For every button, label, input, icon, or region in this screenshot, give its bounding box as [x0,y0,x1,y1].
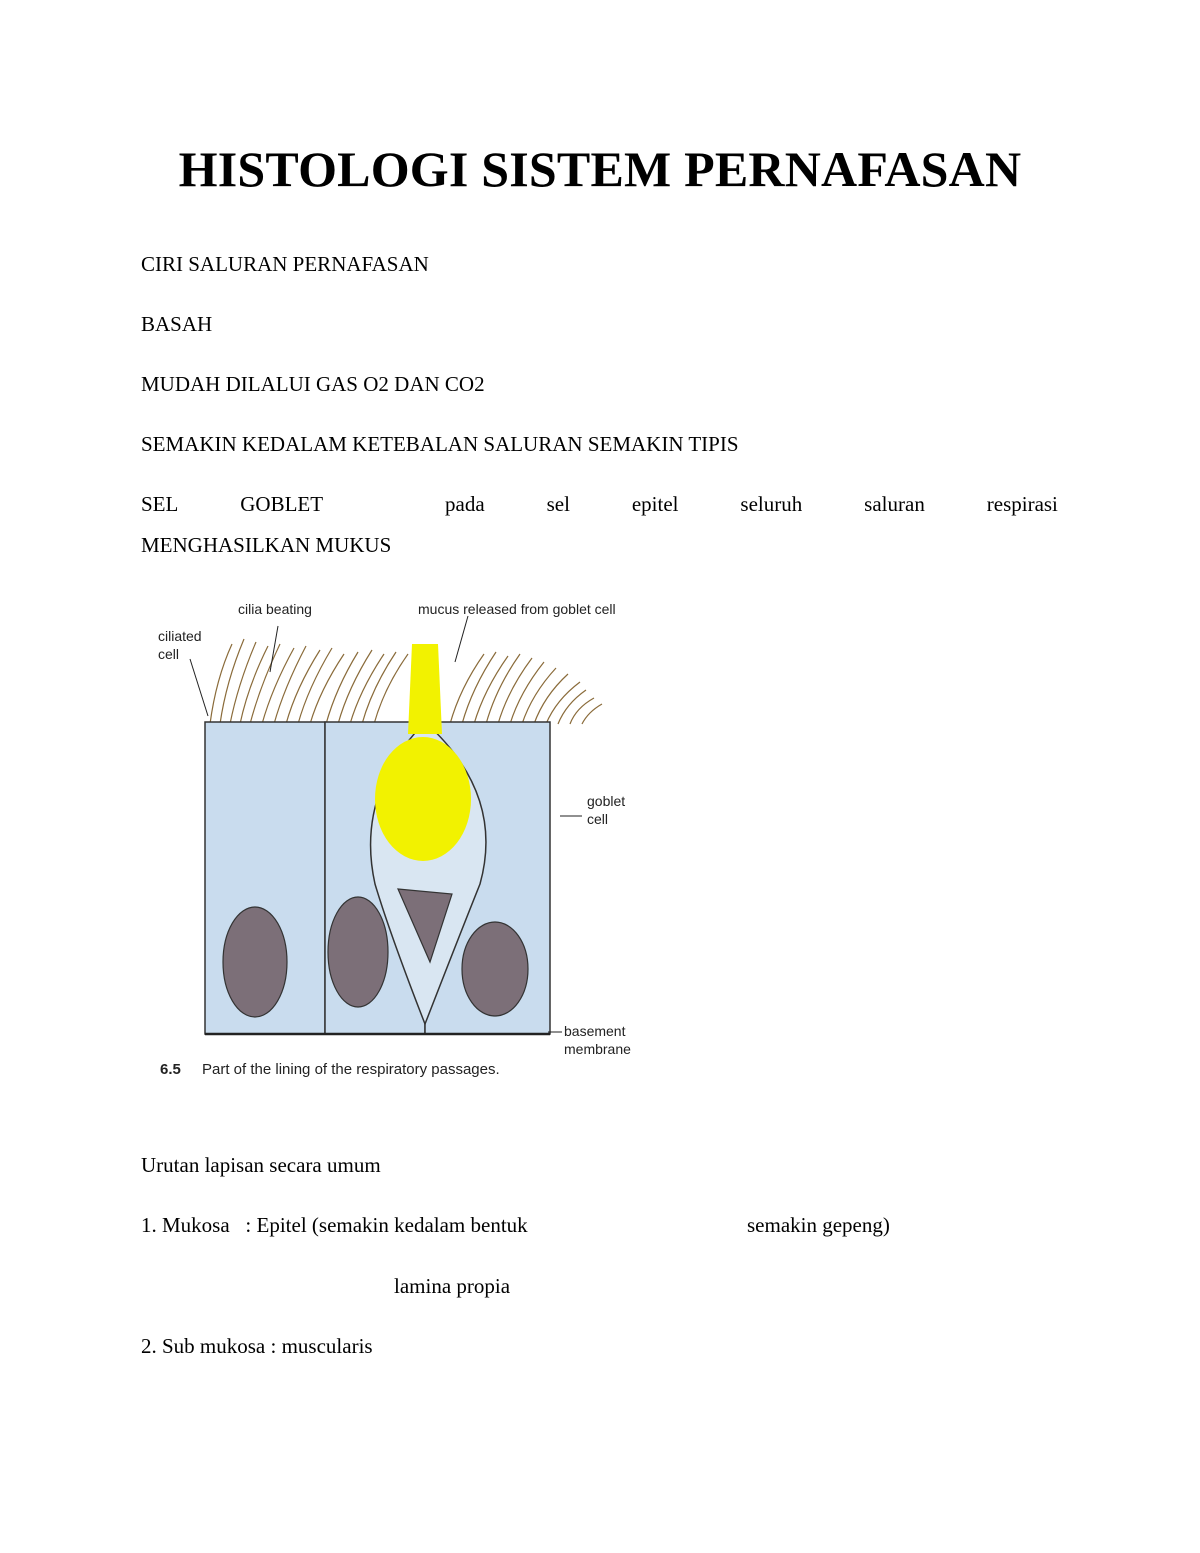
word: epitel [631,492,679,516]
label-ciliated-cell: cell [158,646,180,662]
nucleus-left [223,907,287,1017]
respiratory-lining-figure [150,584,650,1124]
word: sel [546,492,570,516]
label-basement: basement [564,1023,626,1039]
goblet-sentence [141,492,1058,516]
respiratory-lining-illustration [150,584,650,1124]
line-mudah: MUDAH DILALUI GAS O2 DAN CO2 [141,372,485,396]
figure-caption-text: Part of the lining of the respiratory passages. [202,1061,500,1078]
line-semakin: SEMAKIN KEDALAM KETEBALAN SALURAN SEMAKIN TIPIS [141,432,739,456]
label-cilia-beating: cilia beating [238,601,312,617]
word: SEL [141,492,179,516]
layer-item-1-lamina: lamina propia [394,1274,511,1298]
layer-item-2: 2. Sub mukosa : muscularis [141,1334,373,1358]
nucleus-right [462,922,528,1016]
label-mucus-released: mucus released from goblet cell [418,601,616,617]
label-basement-membrane: membrane [564,1041,631,1057]
mucus-droplet [375,737,471,861]
label-goblet-cell: cell [587,811,609,827]
label-goblet: goblet [587,793,626,809]
line-ciri: CIRI SALURAN PERNAFASAN [141,252,429,276]
word: respirasi [986,492,1058,516]
nucleus-middle [328,897,388,1007]
page-title: HISTOLOGI SISTEM PERNAFASAN [178,141,1022,197]
layers-heading: Urutan lapisan secara umum [141,1153,381,1177]
mucus-stream [408,644,442,734]
word: saluran [864,492,925,516]
line-basah: BASAH [141,312,213,336]
layer-item-1-end: semakin gepeng) [747,1213,890,1237]
word: GOBLET [240,492,324,516]
label-ciliated: ciliated [158,628,202,644]
cilia [210,639,602,724]
layer-item-1: 1. Mukosa : Epitel (semakin kedalam bentuk [141,1213,528,1237]
word: pada [445,492,485,516]
goblet-sentence-continuation: MENGHASILKAN MUKUS [141,533,392,557]
word: seluruh [740,492,803,516]
figure-caption-number: 6.5 [160,1061,181,1078]
